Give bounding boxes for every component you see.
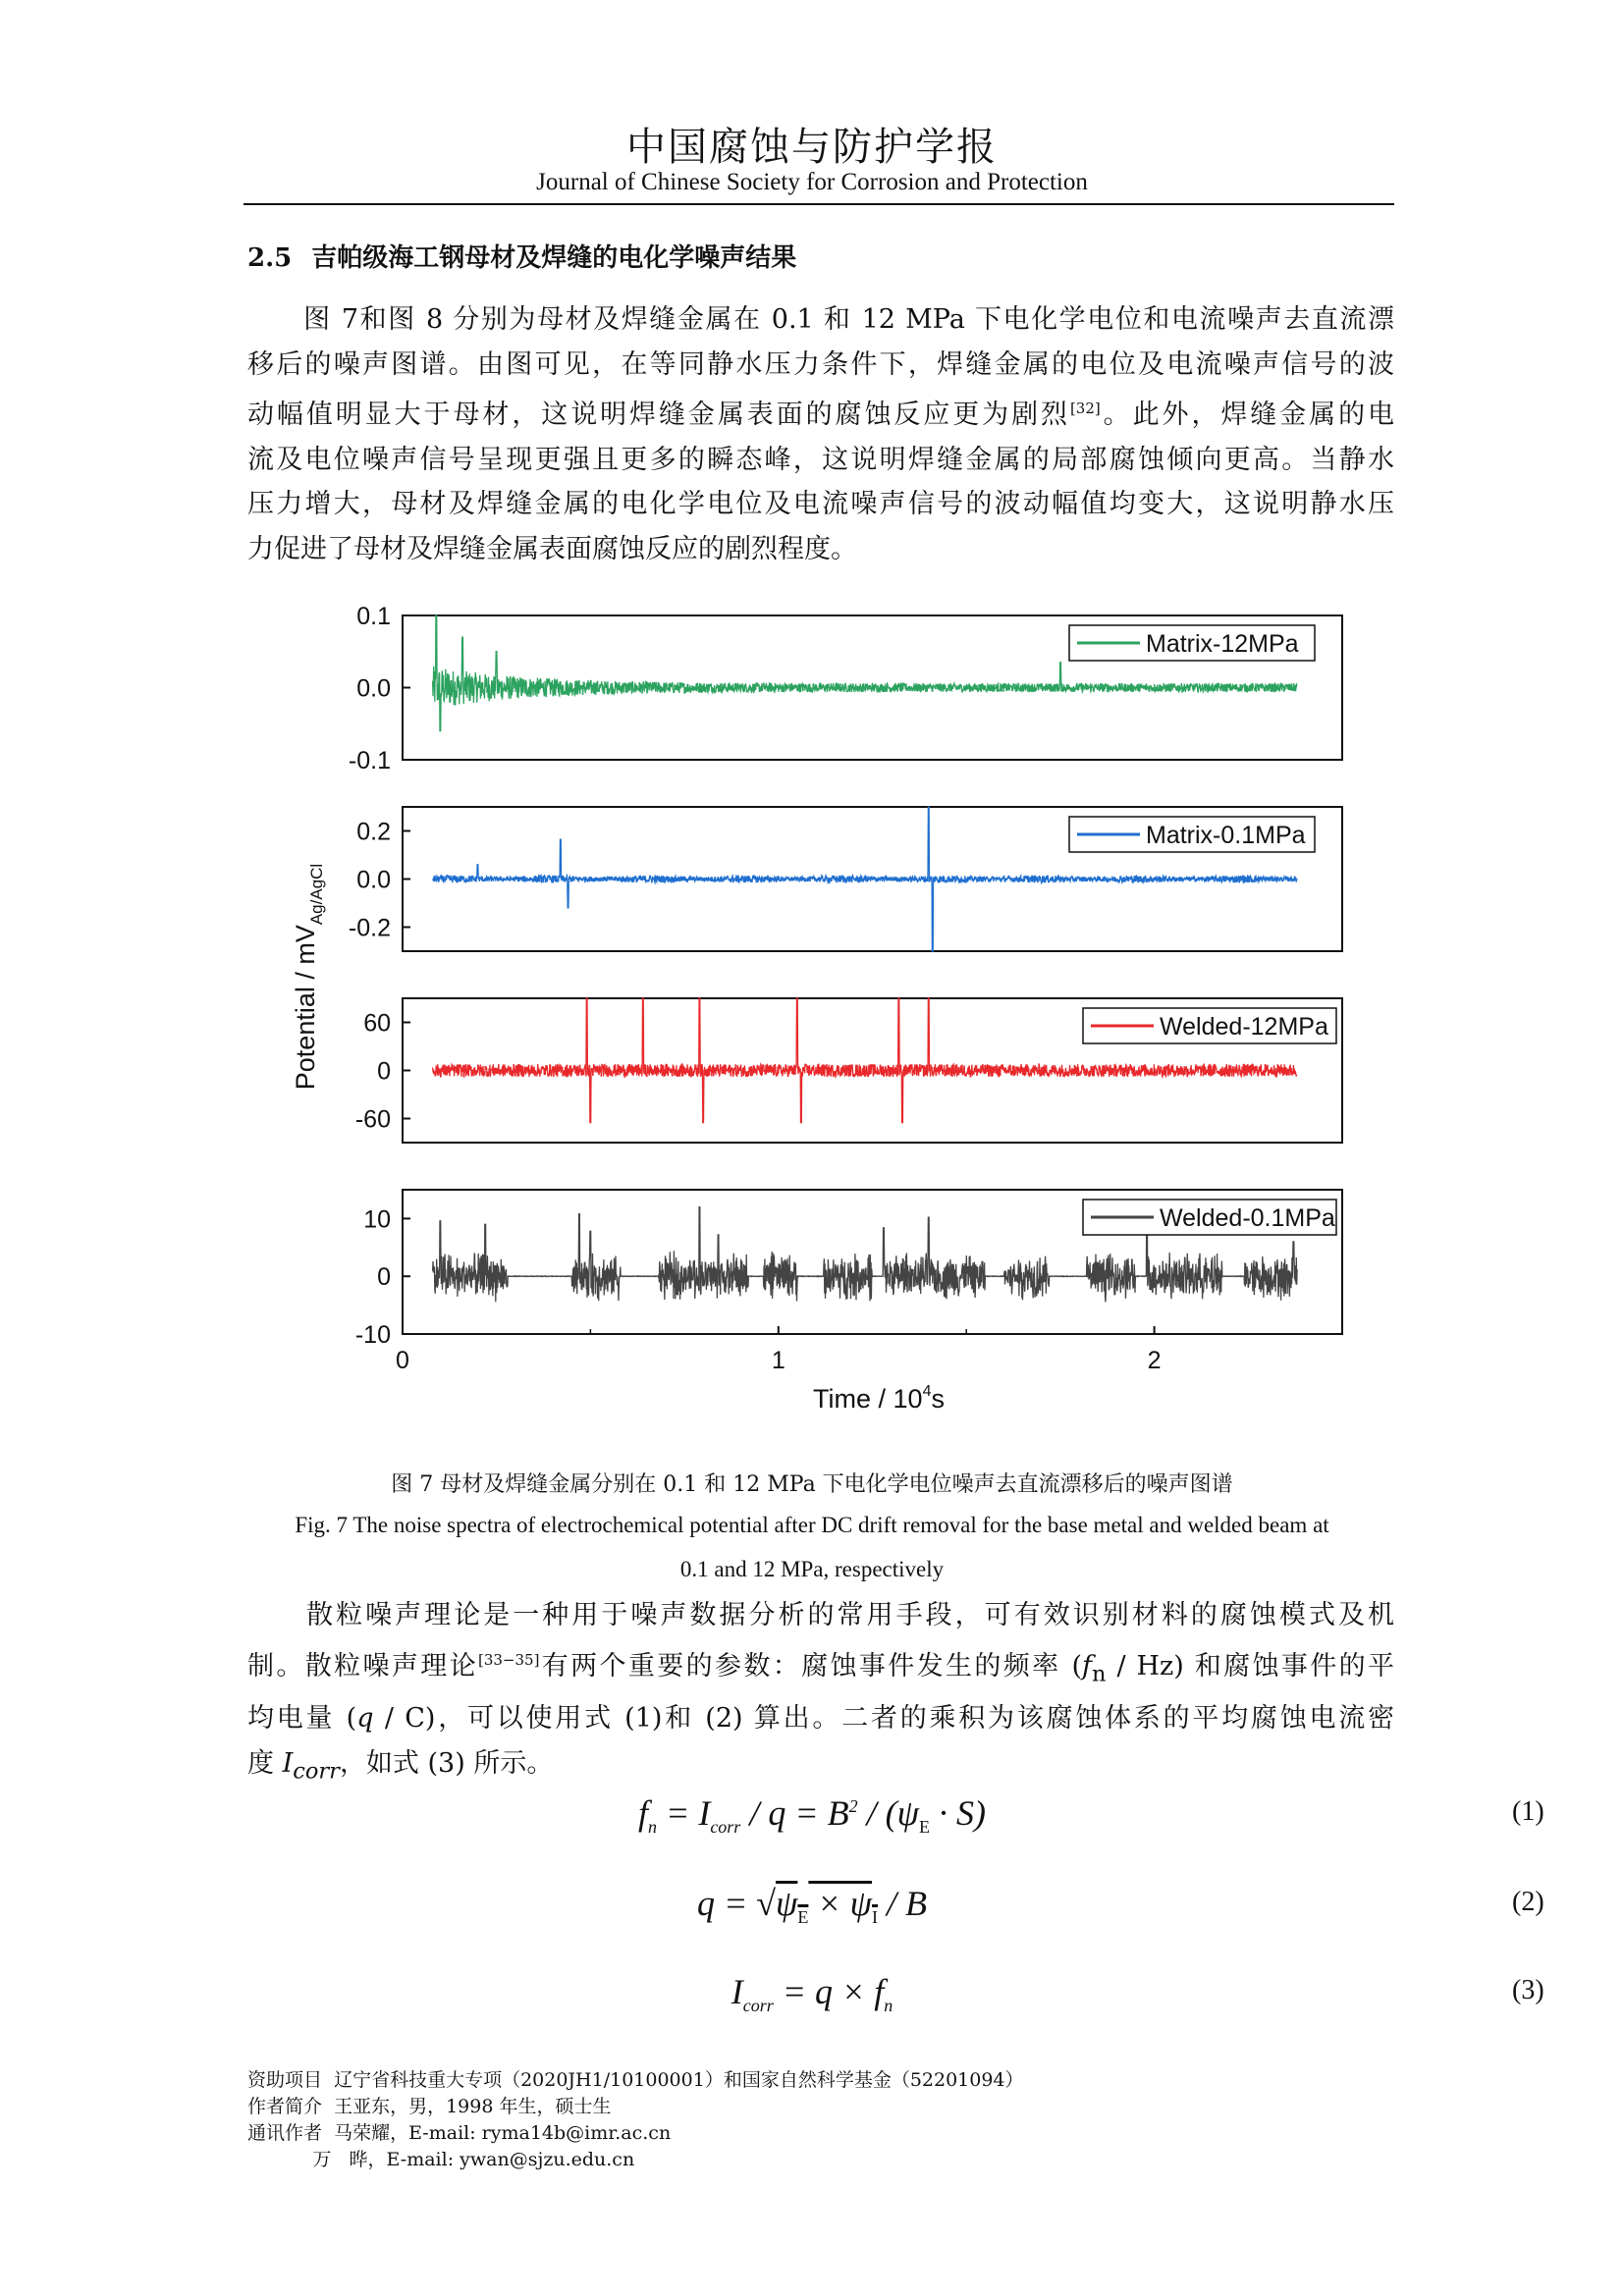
legend-label: Welded-12MPa	[1160, 1013, 1328, 1041]
legend-label: Welded-0.1MPa	[1160, 1204, 1335, 1232]
section-number: 2.5	[247, 243, 293, 273]
header-divider	[244, 203, 1394, 205]
paragraph-line: 动幅值明显大于母材，这说明焊缝金属表面的腐蚀反应更为剧烈[32]。此外，焊缝金属的电	[247, 400, 1395, 430]
paragraph-line: 力促进了母材及焊缝金属表面腐蚀反应的剧烈程度。	[247, 533, 857, 564]
y-axis-label: Potential / $mV_{Ag/AgCl}$	[291, 863, 326, 1091]
legend-label: Matrix-0.1MPa	[1146, 822, 1306, 849]
y-tick-label: -0.1	[348, 747, 391, 774]
paragraph-line: 压力增大，母材及焊缝金属的电化学电位及电流噪声信号的波动幅值均变大，这说明静水压	[247, 489, 1394, 519]
y-tick-label: 0.0	[356, 866, 391, 894]
y-tick-label: -10	[354, 1321, 391, 1349]
y-tick-label: -60	[354, 1105, 391, 1134]
equation-number: (2)	[1512, 1887, 1544, 1917]
figure-caption-en-line2: 0.1 and 12 MPa, respectively	[679, 1557, 945, 1581]
paragraph-line: 图 7和图 8 分别为母材及焊缝金属在 0.1 和 12 MPa 下电化学电位和电流噪声去直流漂	[303, 304, 1394, 335]
equation-number: (1)	[1512, 1796, 1544, 1827]
paragraph-line: 制。散粒噪声理论[33−35]有两个重要的参数：腐蚀事件发生的频率 $(f_n / Hz)$ 和腐蚀事件的平	[247, 1650, 1394, 1686]
y-tick-label: 0.0	[356, 674, 391, 703]
journal-title-cn: 中国腐蚀与防护学报	[626, 125, 998, 170]
journal-title-en: Journal of Chinese Society for Corrosion and Protection	[536, 169, 1088, 195]
section-heading	[247, 238, 796, 274]
y-tick-label: 10	[363, 1205, 391, 1234]
y-tick-label: 60	[363, 1009, 391, 1038]
x-axis-label: Time / $10^4s$	[813, 1383, 945, 1414]
funding-note: 资助项目 辽宁省科技重大专项（2020JH1/10100001）和国家自然科学基金（52201094）	[247, 2069, 1024, 2091]
y-tick-label: 0	[377, 1263, 391, 1292]
author-note: 作者简介 王亚东，男，1998 年生，硕士生	[247, 2096, 612, 2117]
figure-caption-en-line1: Fig. 7 The noise spectra of electrochemical potential after DC drift removal for the base metal and welded beam at	[295, 1513, 1329, 1537]
x-tick-label: 1	[771, 1347, 785, 1374]
y-tick-label: 0.1	[356, 603, 391, 630]
corresponding-author-1: 通讯作者 马荣耀，E-mail: ryma14b@imr.ac.cn	[247, 2122, 672, 2144]
equation-number: (3)	[1512, 1975, 1544, 2005]
paragraph-line: 散粒噪声理论是一种用于噪声数据分析的常用手段，可有效识别材料的腐蚀模式及机	[306, 1600, 1395, 1630]
legend-label: Matrix-12MPa	[1146, 630, 1299, 658]
citation: [32]	[1069, 400, 1101, 417]
paragraph-1	[247, 297, 1394, 571]
corresponding-author-2: 万 晔，E-mail: ywan@sjzu.edu.cn	[247, 2149, 635, 2170]
paragraph-line: 流及电位噪声信号呈现更强且更多的瞬态峰，这说明焊缝金属的局部腐蚀倾向更高。当静水	[247, 444, 1394, 475]
section-title: 吉帕级海工钢母材及焊缝的电化学噪声结果	[311, 243, 797, 273]
y-tick-label: 0	[377, 1057, 391, 1086]
figure-caption-cn: 图 7 母材及焊缝金属分别在 0.1 和 12 MPa 下电化学电位噪声去直流漂移后的噪声图谱	[391, 1472, 1233, 1497]
paragraph-line: 度 $I_{corr}$，如式 (3) 所示。	[247, 1747, 554, 1785]
x-tick-label: 2	[1147, 1347, 1162, 1374]
paragraph-line: 均电量 (q / C)，可以使用式 (1)和 (2) 算出。二者的乘积为该腐蚀体系的平均腐蚀电流密	[247, 1703, 1394, 1735]
footnotes	[247, 2067, 1024, 2173]
x-tick-label: 0	[396, 1347, 409, 1374]
paragraph-2	[247, 1593, 1394, 1794]
y-tick-label: -0.2	[348, 914, 391, 942]
y-tick-label: 0.2	[356, 818, 391, 846]
citation: [33−35]	[477, 1650, 540, 1669]
paragraph-line: 移后的噪声图谱。由图可见，在等同静水压力条件下，焊缝金属的电位及电流噪声信号的波	[247, 348, 1394, 380]
noise-spectra-figure	[275, 584, 1365, 1448]
